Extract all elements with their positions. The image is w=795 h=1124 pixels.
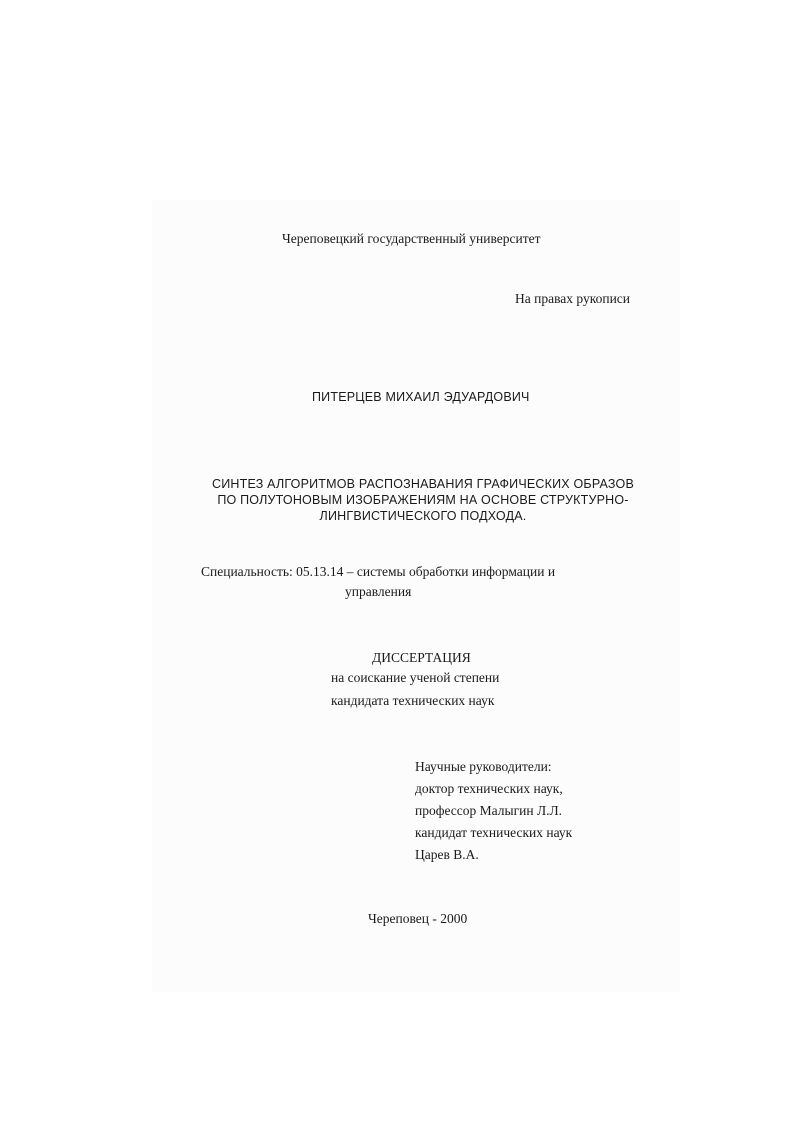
specialty-line: Специальность: 05.13.14 – системы обработки информации и xyxy=(201,564,556,579)
title-line: СИНТЕЗ АЛГОРИТМОВ РАСПОЗНАВАНИЯ ГРАФИЧЕСКИХ ОБРАЗОВ xyxy=(212,477,634,491)
title-line: ЛИНГВИСТИЧЕСКОГО ПОДХОДА. xyxy=(319,509,527,523)
manuscript-note: На правах рукописи xyxy=(515,291,631,306)
degree-line: на соискание ученой степени xyxy=(331,670,500,685)
university-name: Череповецкий государственный университет xyxy=(282,231,541,246)
supervisor-line: доктор технических наук, xyxy=(415,781,563,796)
supervisor-line: кандидат технических наук xyxy=(415,825,573,840)
author-name: ПИТЕРЦЕВ МИХАИЛ ЭДУАРДОВИЧ xyxy=(312,390,530,404)
title-line: ПО ПОЛУТОНОВЫМ ИЗОБРАЖЕНИЯМ НА ОСНОВЕ СТРУКТУРНО- xyxy=(217,493,629,507)
specialty-line: управления xyxy=(345,584,412,599)
degree-line: кандидата технических наук xyxy=(331,693,495,708)
supervisor-line: профессор Малыгин Л.Л. xyxy=(415,803,563,818)
supervisor-line: Царев В.А. xyxy=(415,847,479,862)
work-type: ДИССЕРТАЦИЯ xyxy=(372,650,471,665)
supervisors-heading: Научные руководители: xyxy=(415,759,552,774)
document-page xyxy=(152,200,680,992)
place-year: Череповец - 2000 xyxy=(368,911,468,926)
